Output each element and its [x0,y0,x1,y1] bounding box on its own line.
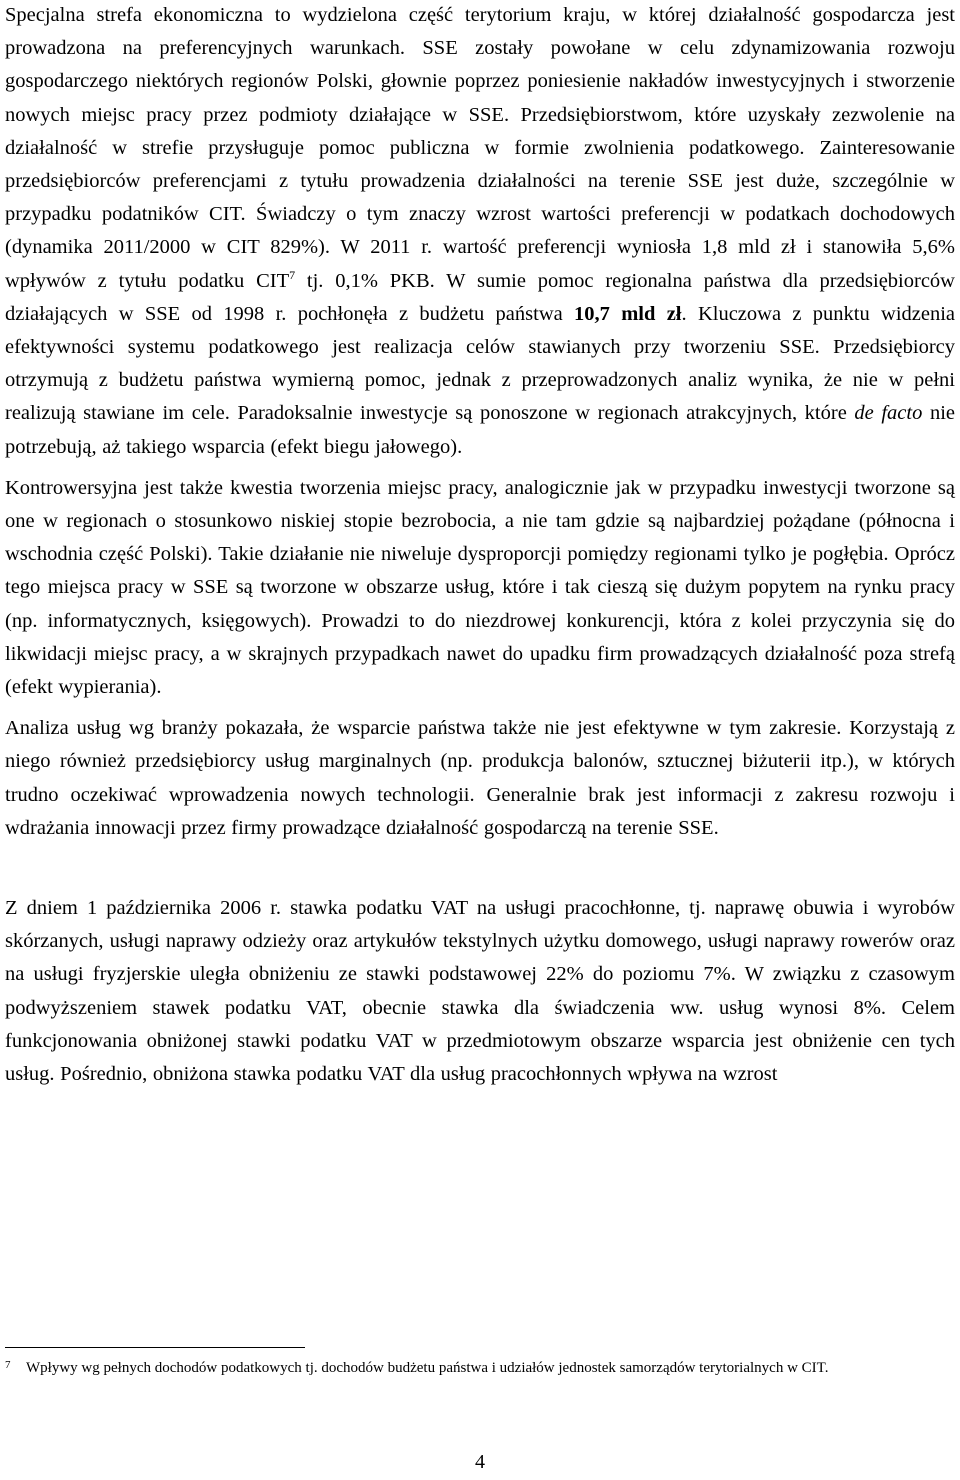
paragraph-sse-italic-term: de facto [854,402,923,425]
footnote-separator [5,1347,305,1348]
footnote [5,1357,905,1380]
paragraph-sse-text-c: . Kluczowa z punktu widzenia efektywności systemu podatkowego jest realizacja celów stawianych przy tworzeniu SSE. Przedsiębiorcy otrzymują z budżetu państwa wymierną pomoc, jednak z przeprowadzonych analiz wynika, że nie w pełni realizują stawiane im cele. Paradoksalnie inwestycje są ponoszone w regionach atrakcyjnych, które [5,302,956,425]
footnote-text: Wpływy wg pełnych dochodów podatkowych tj. dochodów budżetu państwa i udziałów jednostek samorządów terytorialnych w CIT. [26,1360,829,1376]
footnote-reference: 7 [289,267,296,282]
page-number: 4 [475,1451,485,1473]
footnote-mark: 7 [5,1359,11,1371]
paragraph-sse-text-d: nie potrzebują, aż takiego wsparcia (efekt biegu jałowego). [5,402,956,458]
paragraph-sse-text-b: tj. 0,1% PKB. W sumie pomoc regionalna państwa dla przedsiębiorców działających w SSE od 1998 r. pochłonęła z budżetu państwa [5,269,955,325]
paragraph-sse-text-a: Specjalna strefa ekonomiczna to wydzielona część terytorium kraju, w której działalność gospodarcza jest prowadzona na preferencyjnych warunkach. SSE zostały powołane w celu zdynamizowania rozwoju gospodarczego niektórych regionów Polski, głownie poprzez poniesienie nakładów inwestycyjnych i stworzenie nowych miejsc pracy przez podmioty działające w SSE. Przedsiębiorstwom, które uzyskały zezwolenie na działalność w strefie przysługuje pomoc publiczna w formie zwolnienia podatkowego. Zainteresowanie przedsiębiorców preferencjami z tytułu prowadzenia działalności na terenie SSE jest duże, szczególnie w przypadku podatników CIT. Świadczy o tym znaczy wzrost wartości preferencji w podatkach dochodowych (dynamika 2011/2000 w CIT 829%). W 2011 r. wartość preferencji wyniosła 1,8 mld zł i stanowiła 5,6% wpływów z tytułu podatku CIT [5,4,955,292]
document-page [5,0,955,1091]
paragraph-vat-rate: Z dniem 1 października 2006 r. stawka podatku VAT na usługi pracochłonne, tj. naprawę obuwia i wyrobów skórzanych, usługi naprawy odzieży oraz artykułów tekstylnych użytku domowego, usługi naprawy rowerów oraz na usługi fryzjerskie uległa obniżeniu ze stawki podstawowej 22% do poziomu 7%. W związku z czasowym podwyższeniem stawek podatku VAT, obecnie stawka dla świadczenia ww. usług wynosi 8%. Celem funkcjonowania obniżonej stawki podatku VAT w przedmiotowym obszarze wsparcia jest obniżenie cen tych usług. Pośrednio, obniżona stawka podatku VAT dla usług pracochłonnych wpływa na wzrost [5,897,955,1086]
paragraph-sse-bold-amount: 10,7 mld zł [574,302,682,325]
paragraph-industry-analysis: Analiza usług wg branży pokazała, że wsparcie państwa także nie jest efektywne w tym zakresie. Korzystają z niego również przedsiębiorcy usług marginalnych (np. produkcja balonów, sztucznej biżuterii itp.), w których trudno oczekiwać wprowadzenia nowych technologii. Generalnie brak jest informacji z zakresu rozwoju i wdrażania innowacji przez firmy prowadzące działalność gospodarczą na terenie SSE. [5,717,955,839]
paragraph-sse-overview [5,0,955,464]
paragraph-jobs-controversy: Kontrowersyjna jest także kwestia tworzenia miejsc pracy, analogicznie jak w przypadku inwestycji tworzone są one w regionach o stosunkowo niskiej stopie bezrobocia, a nie tam gdzie są najbardziej pożądane (północna i wschodnia część Polski). Takie działanie nie niweluje dysproporcji pomiędzy regionami tylko je pogłębia. Oprócz tego miejsca pracy w SSE są tworzone w obszarze usług, które i tak cieszą się dużym popytem na rynku pracy (np. informatycznych, księgowych). Prowadzi to do niezdrowej konkurencji, która z kolei przyczynia się do likwidacji miejsc pracy, a w skrajnych przypadkach nawet do upadku firm prowadzących działalność poza strefą (efekt wypierania). [5,476,955,699]
